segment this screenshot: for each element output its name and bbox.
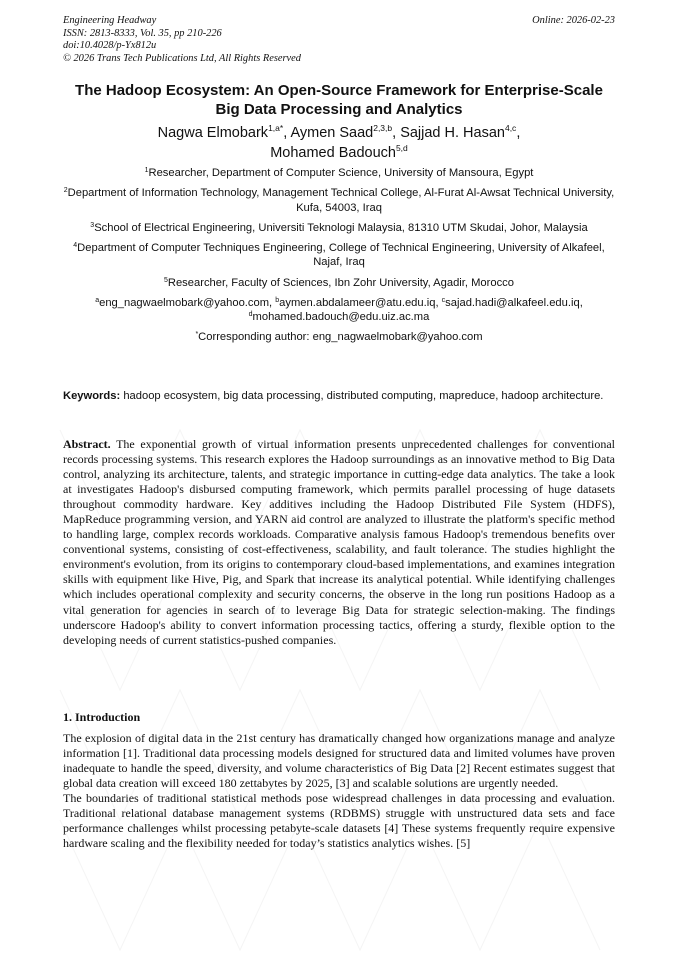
- affiliation-text: Department of Computer Techniques Engineering, College of Technical Engineering, University of Alkafeel, Najaf, Iraq: [77, 241, 605, 269]
- author-sup: 5,d: [395, 143, 408, 153]
- author-name: Mohamed Badouch: [270, 145, 396, 161]
- affiliation-sup: 5: [163, 276, 168, 284]
- affiliation: [63, 241, 615, 270]
- email-link[interactable]: eng_nagwaelmobark@yahoo.com: [99, 296, 270, 309]
- issn-line: ISSN: 2813-8333, Vol. 35, pp 210-226: [63, 27, 222, 39]
- email-sup: b: [275, 296, 280, 304]
- affiliation: [63, 276, 615, 291]
- author-sep: ,: [283, 125, 291, 141]
- paper-title: The Hadoop Ecosystem: An Open-Source Framework for Enterprise-Scale Big Data Processing and Analytics: [75, 82, 603, 118]
- affiliation-text: Researcher, Faculty of Sciences, Ibn Zohr University, Agadir, Morocco: [167, 276, 515, 289]
- email-sep: ,: [269, 296, 276, 309]
- introduction-body: [63, 731, 615, 851]
- affiliation-sup: 1: [144, 167, 149, 174]
- journal-name: Engineering Headway: [63, 15, 157, 26]
- affiliation-sup: 2: [63, 187, 68, 195]
- email-link[interactable]: aymen.abdalameer@atu.edu.iq: [279, 296, 436, 309]
- intro-paragraph: The explosion of digital data in the 21st century has dramatically changed how organizations manage and analyze information [1]. Traditional data processing models designed for structured data and limited volumes have proven inadequate to handle the speed, diversity, and volume characteristics of Big Data [2] Recent estimates suggest that global data creation will exceed 180 zettabytes by 2025, [3] and scalable solutions are urgently needed.: [63, 731, 615, 791]
- affiliation-text: School of Electrical Engineering, Universiti Teknologi Malaysia, 81310 UTM Skudai, Johor, Malaysia: [94, 221, 588, 234]
- abstract-label: Abstract.: [63, 437, 111, 451]
- author-sup: 2,3,b: [373, 123, 393, 133]
- corresponding-text: Corresponding author: eng_nagwaelmobark@yahoo.com: [198, 331, 483, 344]
- affiliation-text: Department of Information Technology, Management Technical College, Al-Furat Al-Awsat Technical University, Kufa, 54003, Iraq: [67, 187, 615, 214]
- author-sep: ,: [516, 125, 521, 141]
- affiliation-text: Researcher, Department of Computer Science, University of Mansoura, Egypt: [148, 167, 534, 179]
- email-sup: a: [95, 296, 100, 304]
- affiliation: [63, 186, 615, 215]
- affiliation: [63, 221, 615, 236]
- email-link[interactable]: sajad.hadi@alkafeel.edu.iq: [445, 296, 580, 309]
- affiliation-sup: 4: [73, 241, 78, 249]
- intro-paragraph: The boundaries of traditional statistical methods pose widespread challenges in data processing and evaluation. Traditional relational database management systems (RDBMS) struggle with unstructured data sets and face performance challenges whilst processing petabyte-scale datasets [4] These systems frequently require expensive hardware scaling and the flexibility needed for today’s statistics analytics wishes. [5]: [63, 791, 615, 851]
- affiliations: [63, 166, 615, 345]
- author-name: Nagwa Elmobark: [157, 125, 269, 141]
- abstract: [63, 437, 615, 648]
- author-name: Aymen Saad: [290, 125, 374, 141]
- keywords: [63, 389, 615, 404]
- author-list: [63, 123, 615, 163]
- corresponding-author: [63, 330, 615, 345]
- email-sup: d: [248, 311, 253, 319]
- journal-header: [63, 15, 615, 65]
- copyright-line: © 2026 Trans Tech Publications Ltd, All Rights Reserved: [63, 52, 301, 64]
- doi-line: doi:10.4028/p-Yx812u: [63, 40, 157, 51]
- author-sup: 1,a*: [268, 123, 284, 133]
- email-sep: ,: [435, 296, 442, 309]
- email-list: [63, 296, 615, 325]
- author-name: Sajjad H. Hasan: [400, 125, 505, 141]
- corresponding-sup: *: [195, 331, 199, 339]
- abstract-text: The exponential growth of virtual information presents unprecedented challenges for conventional records processing systems. This research explores the Hadoop surroundings as an innovative method to Big Data control, analyzing its architecture, talents, and strategic importance in cutting-edge data analytics. The take a look at investigates Hadoop's disbursed computing framework, which permits parallel processing of huge datasets throughout commodity hardware. Key additives including the Hadoop Distributed File System (HDFS), MapReduce programming version, and YARN aid control are analyzed to illustrate the platform's specific method to handling large, complex records workloads. Comparative analysis famous Hadoop's tremendous benefits over conventional systems, consisting of cost-effectiveness, scalability, and fault tolerance. The studies highlight the environment's evolution, from its origins to contemporary cloud-based implementations, and examines integration skills with equipment like Hive, Pig, and Spark that increase its analytical potential. While identifying challenges which includes operational complexity and security concerns, the observe in the long run positions Hadoop as a vital generation for agencies in search of to leverage Big Data for strategic selection-making. The findings underscore Hadoop's ability to convert information processing tactics, offering a sturdy, flexible option to the developing needs of current statistics-pushed companies.: [63, 437, 615, 647]
- author-sep: ,: [392, 125, 401, 141]
- email-sep: ,: [579, 296, 583, 309]
- online-date: Online: 2026-02-23: [532, 15, 615, 26]
- section-heading-introduction: 1. Introduction: [63, 710, 141, 724]
- affiliation: [63, 166, 615, 181]
- affiliation-sup: 3: [90, 221, 95, 229]
- email-link[interactable]: mohamed.badouch@edu.uiz.ac.ma: [252, 311, 430, 324]
- keywords-text: hadoop ecosystem, big data processing, distributed computing, mapreduce, hadoop architecture.: [123, 390, 604, 402]
- email-sup: c: [441, 296, 446, 304]
- keywords-label: Keywords:: [63, 390, 121, 402]
- author-sup: 4,c: [504, 123, 517, 133]
